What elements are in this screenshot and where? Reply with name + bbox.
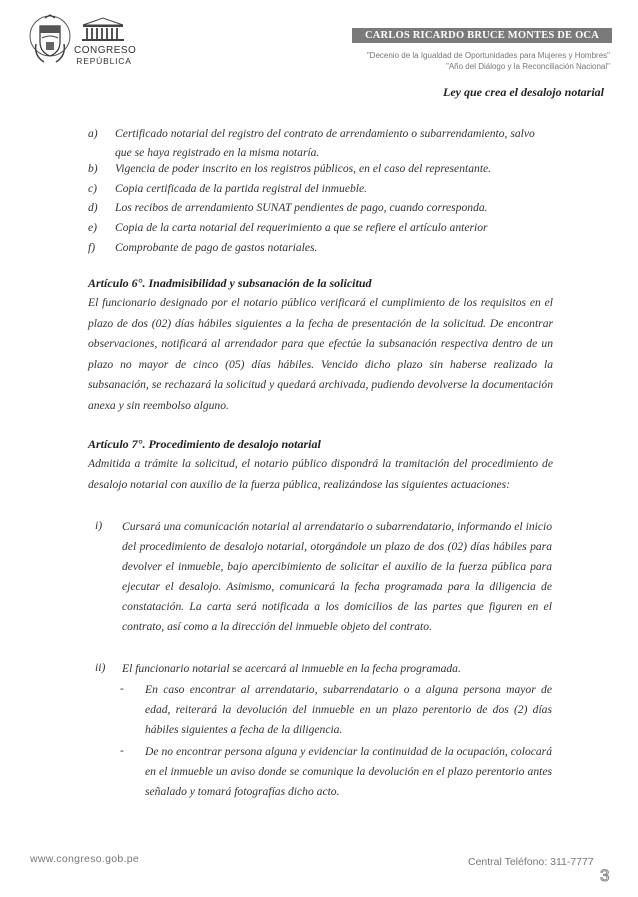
list-item-text [115, 125, 553, 161]
coat-of-arms-seal [28, 14, 72, 68]
list-item-text: Comprobante de pago de gastos notariales. [115, 241, 318, 254]
list-item-text: Vigencia de poder inscrito en los registros públicos, en el caso del representante. [115, 162, 492, 175]
decenio-motto [367, 50, 610, 72]
list-item-line: que se haya registrado en la misma notaría. [115, 146, 320, 159]
dash-bullet: - [120, 682, 124, 695]
list-item-text: Copia certificada de la partida registral del inmueble. [115, 182, 368, 195]
decenio-line-1: "Decenio de la Igualdad de Oportunidades para Mujeres y Hombres" [366, 51, 610, 60]
procedure-item-label: ii) [95, 661, 106, 674]
list-item-label: c) [88, 182, 98, 195]
decenio-line-2: "Año del Diálogo y la Reconciliación Nacional" [446, 62, 610, 71]
list-item-label: a) [88, 127, 98, 140]
dash-item-text: En caso encontrar al arrendatario, subarrendatario o a alguna persona mayor de edad, reiterará la devolución del inmueble en un plazo perentorio de dos (2) días hábiles siguientes a fecha de la diligencia. [145, 683, 552, 736]
list-item-label: d) [88, 201, 98, 214]
list-item-label: f) [88, 241, 96, 254]
article-6-heading: Artículo 6°. Inadmisibilidad y subsanación de la solicitud [88, 276, 372, 290]
website-link[interactable]: www.congreso.gob.pe [30, 853, 140, 865]
phone-number: Central Teléfono: 311-7777 [468, 856, 594, 868]
article-7-heading: Artículo 7°. Procedimiento de desalojo notarial [88, 437, 321, 451]
procedure-item-text: Cursará una comunicación notarial al arrendatario o subarrendatario, informando el inicio del procedimiento de desalojo notarial, otorgándole un plazo de dos (02) días hábiles para devolver el inmueble, bajo apercibimiento de solicitar el auxilio de la fuerza pública para ejecutar el desalojo. Asimismo, comunicará la fecha programada para la diligencia de constatación. La carta será notificada a los domicilios de las partes que figuren en el contrato, así como a la dirección del inmueble objeto del contrato. [122, 520, 552, 633]
congressman-banner: CARLOS RICARDO BRUCE MONTES DE OCA [352, 28, 612, 43]
logo-line-2: REPÚBLICA [76, 56, 132, 66]
list-item-text: Copia de la carta notarial del requerimiento a que se refiere el artículo anterior [115, 221, 488, 234]
page-number: 3 [600, 866, 610, 885]
list-item-text: Los recibos de arrendamiento SUNAT pendientes de pago, cuando corresponda. [115, 201, 488, 214]
dash-item-text: De no encontrar persona alguna y evidenciar la continuidad de la ocupación, colocará en el inmueble un aviso donde se comunique la devolución en el plazo perentorio antes señalado y tomará fotografías dicho acto. [145, 745, 552, 798]
list-item-label: e) [88, 221, 98, 234]
congress-logo-text [74, 45, 137, 66]
procedure-item-text: El funcionario notarial se acercará al inmueble en la fecha programada. [122, 662, 461, 675]
procedure-item-label: i) [95, 519, 103, 532]
law-title: Ley que crea el desalojo notarial [443, 85, 604, 99]
list-item-line: Certificado notarial del registro del contrato de arrendamiento o subarrendamiento, salvo [115, 127, 535, 140]
dash-bullet: - [120, 744, 124, 757]
article-7-intro: Admitida a trámite la solicitud, el notario público dispondrá la tramitación del procedimiento de desalojo notarial con auxilio de la fuerza pública, realizándose las siguientes actuaciones: [88, 457, 553, 491]
list-item-label: b) [88, 162, 98, 175]
article-6-body: El funcionario designado por el notario público verificará el cumplimiento de los requisitos en el plazo de dos (02) días hábiles siguientes a la fecha de presentación de la solicitud. De encontrar observaciones, notificará al arrendador para que efectúe la subsanación respectiva dentro de un plazo no mayor de cinco (05) días hábiles. Vencido dicho plazo sin haberse realizado la subsanación, se rechazará la solicitud y quedará archivada, pudiendo devolverse la documentación anexa y sin reembolso alguno. [88, 296, 553, 412]
congress-building-icon [80, 16, 126, 42]
logo-line-1: CONGRESO [74, 45, 137, 56]
